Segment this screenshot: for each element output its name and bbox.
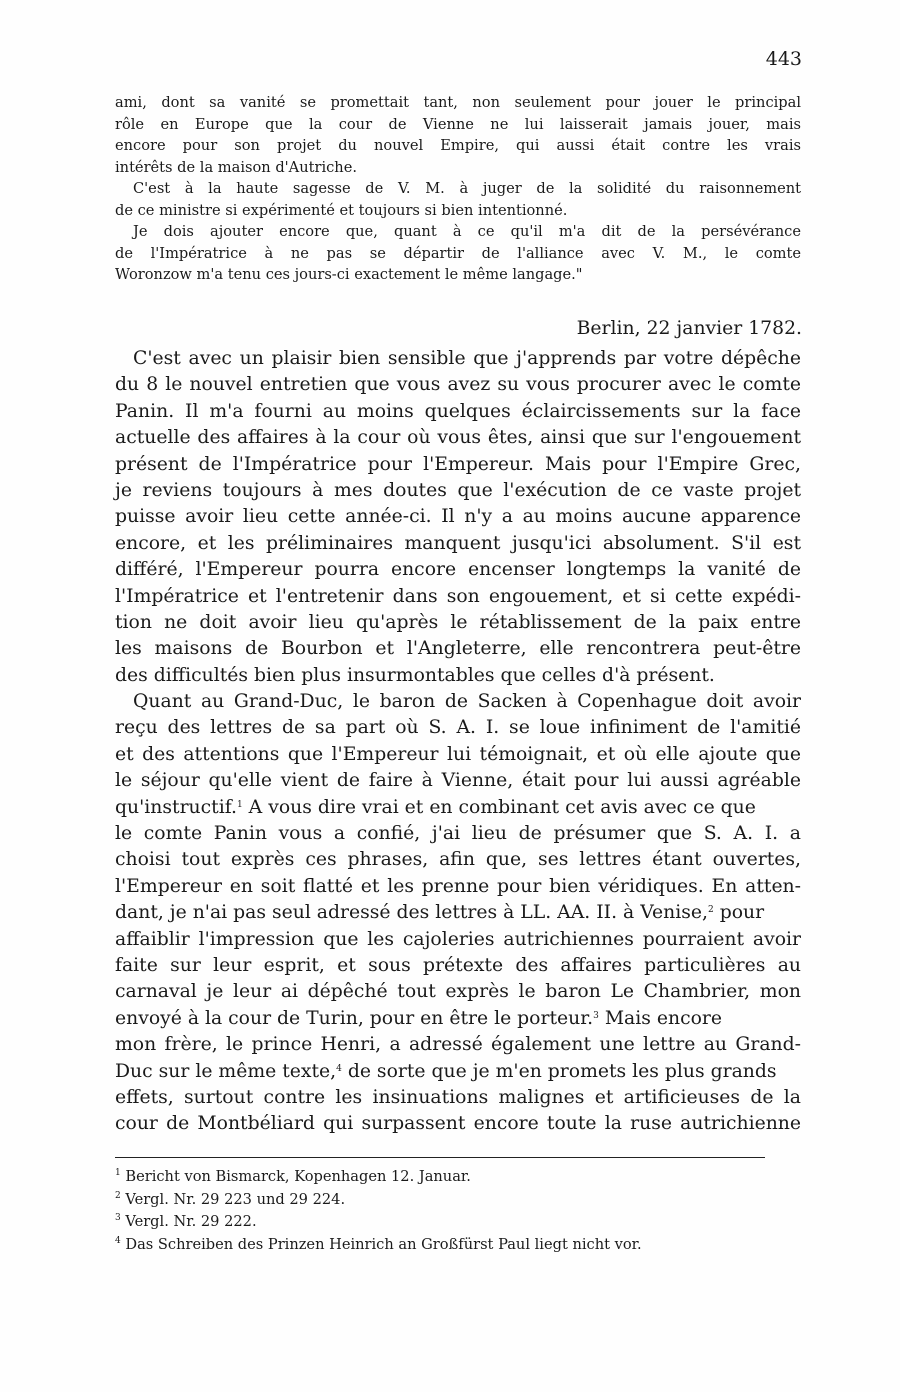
text-fragment: de sorte que je m'en promets les plus grands — [341, 1060, 777, 1082]
text-line: actuelle des affaires à la cour où vous êtes, ainsi que sur l'engouement — [115, 427, 801, 449]
dateline: Berlin, 22 janvier 1782. — [576, 318, 802, 339]
text-line: Quant au Grand-Duc, le baron de Sacken à Copenhague doit avoir — [133, 691, 801, 713]
text-fragment: dant, je n'ai pas seul adressé des lettres à LL. AA. II. à Venise, — [115, 902, 708, 924]
text-line: et des attentions que l'Empereur lui témoignait, et où elle ajoute que — [115, 743, 801, 765]
footnote — [115, 1166, 801, 1189]
text-line: C'est à la haute sagesse de V. M. à juger de la solidité du raisonnement — [133, 180, 801, 197]
text-line: du 8 le nouvel entretien que vous avez su vous procurer avec le comte — [115, 374, 801, 396]
text-line: affaiblir l'impression que les cajoleries autrichiennes pourraient avoir — [115, 928, 801, 950]
text-line: le séjour qu'elle vient de faire à Vienne, était pour lui aussi agréable — [115, 770, 801, 792]
text-line: encore, et les préliminaires manquent jusqu'ici absolument. S'il est — [115, 532, 801, 554]
text-line: effets, surtout contre les insinuations malignes et artificieuses de la — [115, 1086, 801, 1108]
text-fragment: envoyé à la cour de Turin, pour en être le porteur. — [115, 1007, 594, 1029]
text-line: l'Impératrice et l'entretenir dans son engouement, et si cette expédi- — [115, 585, 801, 607]
text-line: Woronzow m'a tenu ces jours-ci exactement le même langage." — [115, 266, 583, 283]
text-line: présent de l'Impératrice pour l'Empereur. Mais pour l'Empire Grec, — [115, 453, 801, 475]
footnote-text: Vergl. Nr. 29 223 und 29 224. — [125, 1190, 346, 1208]
text-line: intérêts de la maison d'Autriche. — [115, 158, 357, 176]
text-line: tion ne doit avoir lieu qu'après le rétablissement de la paix entre — [115, 611, 801, 633]
text-line: rôle en Europe que la cour de Vienne ne lui laisserait jamais jouer, mais — [115, 115, 801, 133]
text-line — [115, 1006, 801, 1032]
text-line: encore pour son projet du nouvel Empire, qui aussi était contre les vrais — [115, 137, 801, 154]
text-line: les maisons de Bourbon et l'Angleterre, elle rencontrera peut-être — [115, 638, 801, 660]
footnote-divider — [115, 1157, 765, 1158]
text-line: je reviens toujours à mes doutes que l'exécution de ce vaste projet — [115, 479, 801, 501]
footnote — [115, 1189, 801, 1212]
text-line: choisi tout exprès ces phrases, afin que, ses lettres étant ouvertes, — [115, 849, 801, 871]
footnote-ref: 3 — [593, 1010, 599, 1021]
page-number: 443 — [765, 48, 802, 70]
text-fragment: A vous dire vrai et en combinant cet avis avec ce que — [242, 796, 756, 818]
footnote-ref: 2 — [707, 905, 714, 916]
text-line: le comte Panin vous a confié, j'ai lieu de présumer que S. A. I. a — [115, 823, 801, 845]
text-line — [115, 1059, 801, 1085]
text-line: l'Empereur en soit flatté et les prenne pour bien véridiques. En atten- — [115, 875, 801, 897]
footnote-text: Bericht von Bismarck, Kopenhagen 12. Januar. — [125, 1168, 471, 1185]
footnotes — [115, 1166, 801, 1256]
text-line: de l'Impératrice à ne pas se départir de l'alliance avec V. M., le comte — [115, 244, 801, 262]
text-line: Je dois ajouter encore que, quant à ce qu'il m'a dit de la persévérance — [133, 223, 801, 240]
footnote-number: 1 — [115, 1168, 121, 1178]
text-line: de ce ministre si expérimenté et toujours si bien intentionné. — [115, 201, 568, 219]
text-line: faite sur leur esprit, et sous prétexte des affaires particulières au — [115, 954, 801, 976]
footnote-ref: 1 — [236, 799, 243, 810]
footnote-number: 4 — [115, 1235, 121, 1246]
footnote — [115, 1211, 801, 1234]
text-line: puisse avoir lieu cette année-ci. Il n'y a au moins aucune apparence — [115, 506, 801, 528]
text-line: carnaval je leur ai dépêché tout exprès le baron Le Chambrier, mon — [115, 981, 801, 1003]
text-fragment: pour — [713, 902, 765, 924]
text-line: mon frère, le prince Henri, a adressé également une lettre au Grand- — [115, 1034, 801, 1056]
text-line: des difficultés bien plus insurmontables que celles d'à présent. — [115, 664, 715, 686]
text-line: Panin. Il m'a fourni au moins quelques éclaircissements sur la face — [115, 400, 801, 422]
text-line — [115, 900, 801, 926]
text-line: reçu des lettres de sa part où S. A. I. se loue infiniment de l'amitié — [115, 717, 801, 739]
quoted-letter-ending — [115, 92, 801, 286]
text-fragment: Duc sur le même texte, — [115, 1060, 337, 1082]
footnote-number: 2 — [115, 1190, 121, 1201]
footnote — [115, 1234, 801, 1257]
footnote-text: Das Schreiben des Prinzen Heinrich an Großfürst Paul liegt nicht vor. — [125, 1235, 642, 1253]
footnote-ref: 4 — [336, 1063, 342, 1074]
text-line: C'est avec un plaisir bien sensible que j'apprends par votre dépêche — [133, 348, 801, 369]
text-line: ami, dont sa vanité se promettait tant, non seulement pour jouer le principal — [115, 94, 801, 111]
letter-body — [115, 346, 801, 1138]
footnote-number: 3 — [115, 1213, 121, 1223]
text-line — [115, 795, 801, 821]
text-fragment: qu'instructif. — [115, 796, 237, 818]
footnote-text: Vergl. Nr. 29 222. — [125, 1213, 257, 1230]
text-fragment: Mais encore — [598, 1007, 722, 1029]
text-line: différé, l'Empereur pourra encore encenser longtemps la vanité de — [115, 559, 801, 581]
text-line: cour de Montbéliard qui surpassent encore toute la ruse autrichienne — [115, 1113, 801, 1135]
